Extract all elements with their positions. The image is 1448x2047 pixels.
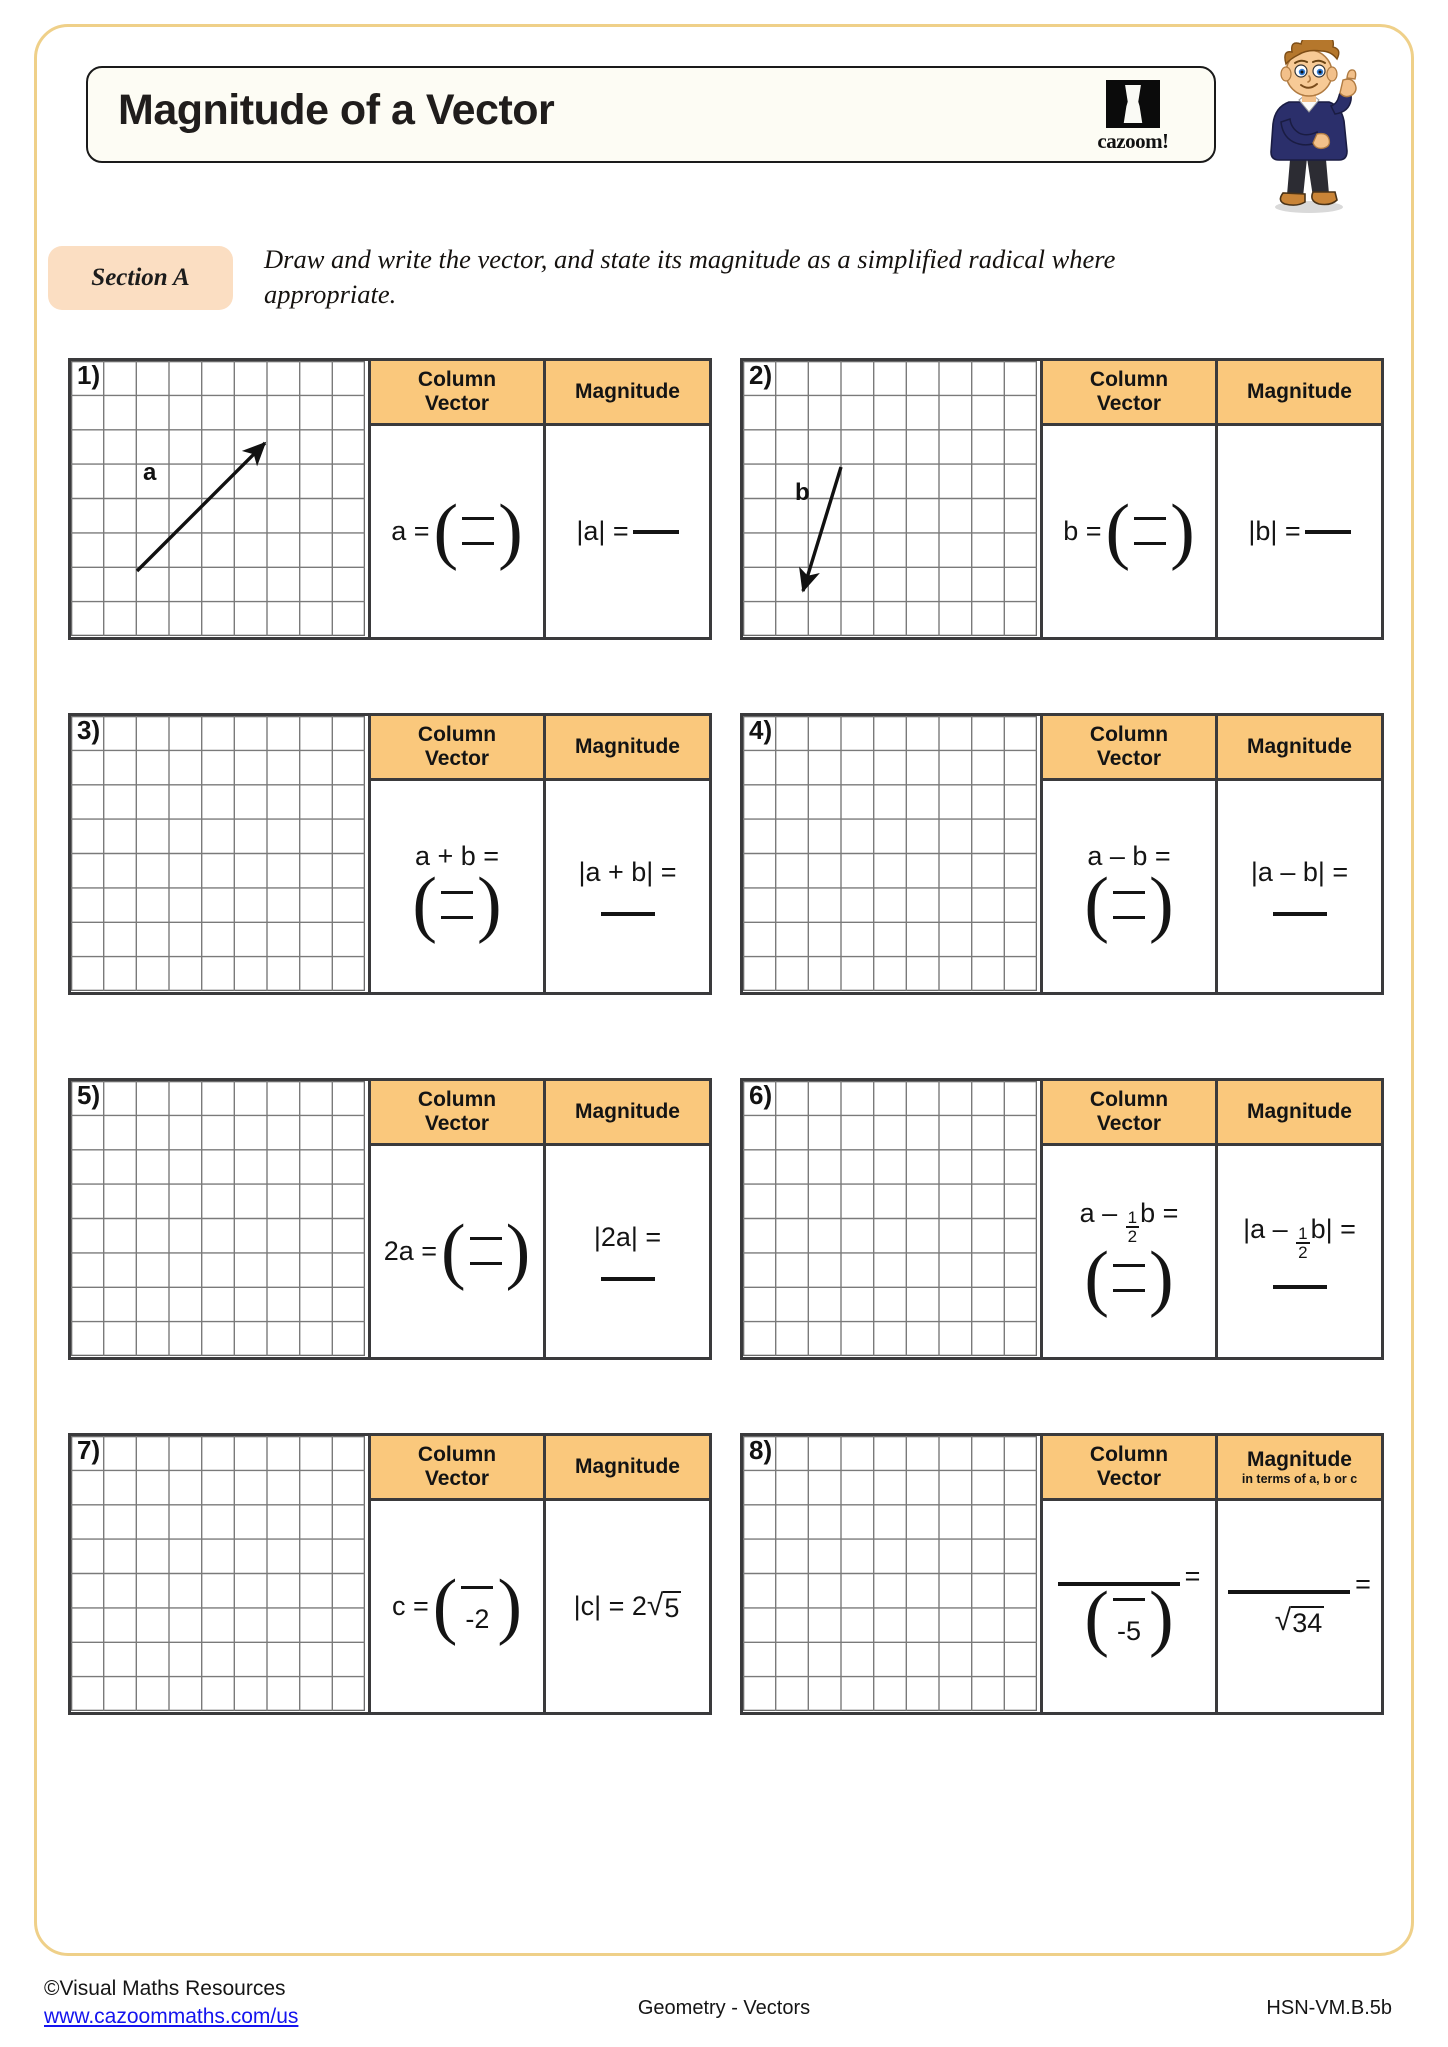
equals-sign: = <box>1184 1561 1201 1592</box>
vector-top-blank[interactable] <box>462 517 494 520</box>
column-vector-cell <box>1043 361 1218 637</box>
vector-grid <box>71 1436 365 1711</box>
column-vector-header-line2: Vector <box>424 1112 490 1135</box>
column-vector-cell <box>371 1081 546 1357</box>
column-vector-entries <box>1109 1264 1149 1292</box>
left-paren: ( <box>1084 1236 1109 1319</box>
vector-top-blank[interactable] <box>441 891 473 894</box>
column-vector-cell <box>371 716 546 992</box>
column-vector-expression: a – b = <box>1087 841 1171 872</box>
column-vector-answer-area[interactable] <box>1043 1146 1215 1357</box>
column-vector-header <box>371 1081 543 1146</box>
radical <box>1275 1606 1325 1637</box>
column-vector-bracket <box>441 1209 531 1292</box>
column-vector-entries <box>457 1586 497 1634</box>
cazoom-logo-mark-icon <box>1106 80 1160 128</box>
column-vector-expression: c = <box>391 1591 429 1621</box>
column-vector-cell <box>1043 1436 1218 1712</box>
grid-pane[interactable] <box>743 716 1043 992</box>
page-footer <box>0 1975 1448 2047</box>
magnitude-answer-area[interactable] <box>1218 1146 1381 1357</box>
column-vector-cell <box>1043 1081 1218 1357</box>
section-pill <box>48 246 233 310</box>
column-vector-entries <box>1109 1598 1149 1647</box>
magnitude-header <box>1218 1436 1381 1501</box>
magnitude-header-label: Magnitude <box>575 1455 680 1479</box>
vector-bottom-blank[interactable] <box>470 1262 502 1265</box>
question-number: 2) <box>749 360 773 390</box>
column-vector-header-line2: Vector <box>424 747 490 770</box>
question-number: 8) <box>749 1435 773 1465</box>
left-paren: ( <box>1105 489 1131 572</box>
magnitude-cell <box>1218 361 1381 637</box>
magnitude-header <box>546 361 709 426</box>
column-vector-header-line1: Column <box>1089 368 1169 392</box>
column-vector-answer-area[interactable] <box>371 426 543 637</box>
vector-top-blank[interactable] <box>1113 891 1145 894</box>
column-vector-header-line1: Column <box>1089 723 1169 747</box>
vector-top-blank[interactable] <box>461 1586 493 1589</box>
page-title: Magnitude of a Vector <box>118 86 555 134</box>
column-vector-expression: a + b = <box>414 841 500 872</box>
column-vector-cell <box>1043 716 1218 992</box>
grid-pane[interactable] <box>71 1436 371 1712</box>
radical-sign-icon: √ <box>646 1588 664 1622</box>
column-vector-header-line1: Column <box>417 723 497 747</box>
column-vector-entries <box>1109 891 1149 919</box>
column-vector-header-line1: Column <box>417 368 497 392</box>
column-vector-answer-area[interactable] <box>371 1501 543 1712</box>
column-vector-header <box>1043 361 1215 426</box>
right-paren: ) <box>505 1209 531 1292</box>
magnitude-expression: |a – $\frac{1}{2}$ b| = <box>1243 1213 1356 1262</box>
question-box-3 <box>68 713 712 995</box>
magnitude-answer-area[interactable] <box>1218 781 1381 992</box>
magnitude-header <box>1218 1081 1381 1146</box>
question-box-7 <box>68 1433 712 1715</box>
column-vector-header-line2: Vector <box>1096 1467 1162 1490</box>
magnitude-expression: |b| = <box>1248 516 1301 546</box>
vector-bottom-value: -2 <box>465 1603 490 1634</box>
vector-grid <box>743 361 1037 636</box>
column-vector-bracket <box>433 489 523 572</box>
radical-value: 34 <box>1292 1608 1323 1639</box>
magnitude-header <box>546 1436 709 1501</box>
magnitude-answer-area[interactable] <box>546 781 709 992</box>
magnitude-answer-area[interactable] <box>546 1501 709 1712</box>
column-vector-header-line1: Column <box>1089 1443 1169 1467</box>
magnitude-cell <box>1218 1436 1381 1712</box>
magnitude-expression: |a| = <box>576 516 629 546</box>
fraction-denominator: 2 <box>1298 1243 1308 1262</box>
column-vector-header <box>1043 1081 1215 1146</box>
magnitude-header <box>546 716 709 781</box>
column-vector-header <box>1043 1436 1215 1501</box>
magnitude-answer-blank[interactable] <box>1273 912 1327 916</box>
question-box-6 <box>740 1078 1384 1360</box>
column-vector-entries <box>458 517 498 545</box>
magnitude-answer-blank[interactable] <box>601 1277 655 1281</box>
right-paren: ) <box>498 489 523 572</box>
left-paren: ( <box>412 863 437 946</box>
fraction-numerator: 1 <box>1298 1223 1308 1243</box>
right-paren: ) <box>1149 1577 1174 1660</box>
question-box-2 <box>740 358 1384 640</box>
magnitude-expression-row <box>1228 1569 1371 1600</box>
vector-grid <box>71 716 365 991</box>
vector-grid <box>743 1081 1037 1356</box>
magnitude-header-label: Magnitude <box>1247 735 1352 759</box>
vector-bottom-blank[interactable] <box>1113 916 1145 919</box>
column-vector-expression: b = <box>1063 516 1102 546</box>
vector-bottom-blank[interactable] <box>441 916 473 919</box>
column-vector-bracket <box>1105 489 1195 572</box>
magnitude-header-label: Magnitude <box>1247 1100 1352 1124</box>
magnitude-cell <box>546 361 709 637</box>
magnitude-expression: |2a| = <box>593 1222 662 1252</box>
question-number: 7) <box>77 1435 101 1465</box>
column-vector-expression: 2a = <box>383 1236 437 1266</box>
question-box-8 <box>740 1433 1384 1715</box>
cazoom-logo <box>1074 80 1192 156</box>
right-paren: ) <box>1149 1236 1174 1319</box>
column-vector-header <box>371 716 543 781</box>
column-vector-answer-area[interactable] <box>371 781 543 992</box>
cazoom-logo-wordmark: cazoom! <box>1097 129 1169 153</box>
vector-bottom-value: -5 <box>1116 1616 1141 1647</box>
magnitude-radical-value <box>1275 1606 1325 1637</box>
fraction-numerator: 1 <box>1127 1208 1138 1228</box>
question-box-4 <box>740 713 1384 995</box>
right-paren: ) <box>497 1564 523 1647</box>
radical-sign-icon: √ <box>1274 1604 1292 1638</box>
magnitude-header-label: Magnitude <box>575 735 680 759</box>
column-vector-cell <box>371 361 546 637</box>
footer-standard-code: HSN-VM.B.5b <box>1266 1997 1392 2019</box>
left-paren: ( <box>433 489 459 572</box>
grid-pane[interactable] <box>71 1081 371 1357</box>
vector-label-a: a <box>143 459 157 486</box>
title-banner <box>86 66 1216 163</box>
magnitude-cell <box>546 1081 709 1357</box>
magnitude-header <box>546 1081 709 1146</box>
hourglass-icon <box>1122 85 1144 123</box>
vector-top-blank[interactable] <box>1113 1598 1145 1601</box>
magnitude-answer-blank[interactable] <box>1305 530 1351 534</box>
column-vector-entries <box>1130 517 1170 545</box>
column-vector-header-line2: Vector <box>1096 1112 1162 1135</box>
grid-pane[interactable] <box>71 716 371 992</box>
column-vector-bracket <box>432 1564 523 1647</box>
left-paren: ( <box>1084 863 1109 946</box>
column-vector-header-line2: Vector <box>1096 392 1162 415</box>
left-paren: ( <box>441 1209 466 1292</box>
magnitude-header <box>1218 716 1381 781</box>
radical <box>646 1588 682 1623</box>
vector-bottom-blank[interactable] <box>462 542 494 545</box>
fraction-denominator: 2 <box>1127 1227 1138 1247</box>
equals-sign: = <box>1355 1569 1371 1600</box>
column-vector-header-line1: Column <box>1089 1088 1169 1112</box>
column-vector-bracket <box>412 863 502 946</box>
footer-website-link[interactable]: www.cazoommaths.com/us <box>44 2005 299 2029</box>
left-paren: ( <box>432 1564 458 1647</box>
column-vector-header <box>371 361 543 426</box>
grid-pane[interactable] <box>743 1081 1043 1357</box>
section-label: Section A <box>91 264 190 291</box>
column-vector-header-line2: Vector <box>424 392 490 415</box>
vector-bottom-blank[interactable] <box>1134 542 1166 545</box>
magnitude-answer-area[interactable] <box>1218 426 1381 637</box>
column-vector-expression: a = <box>391 516 430 546</box>
vector-top-blank[interactable] <box>470 1237 502 1240</box>
column-vector-bracket <box>1084 863 1174 946</box>
right-paren: ) <box>1149 863 1174 946</box>
column-vector-answer-area[interactable] <box>1043 781 1215 992</box>
magnitude-cell <box>546 1436 709 1712</box>
grid-pane[interactable] <box>743 361 1043 637</box>
column-vector-bracket <box>1084 1236 1174 1319</box>
column-vector-header <box>371 1436 543 1501</box>
magnitude-expression-blank[interactable] <box>1228 1590 1350 1594</box>
right-paren: ) <box>1170 489 1195 572</box>
left-paren: ( <box>1084 1577 1109 1660</box>
column-vector-header-line1: Column <box>417 1443 497 1467</box>
magnitude-header-label: Magnitude <box>1247 380 1352 404</box>
magnitude-cell <box>1218 1081 1381 1357</box>
mascot-student-illustration <box>1247 40 1371 214</box>
vector-top-blank[interactable] <box>1113 1264 1145 1267</box>
magnitude-header-label: Magnitude <box>575 1100 680 1124</box>
magnitude-answer-area[interactable] <box>546 426 709 637</box>
column-vector-entries <box>437 891 477 919</box>
fraction-one-half <box>1296 1225 1309 1262</box>
column-vector-cell <box>371 1436 546 1712</box>
footer-copyright: ©Visual Maths Resources <box>44 1977 286 2000</box>
column-vector-header-line2: Vector <box>424 1467 490 1490</box>
magnitude-cell <box>546 716 709 992</box>
magnitude-header-label: Magnitude <box>1247 1447 1352 1471</box>
question-number: 4) <box>749 715 773 745</box>
column-vector-header-line2: Vector <box>1096 747 1162 770</box>
grid-pane[interactable] <box>743 1436 1043 1712</box>
question-number: 3) <box>77 715 101 745</box>
magnitude-answer-blank[interactable] <box>633 530 679 534</box>
vector-grid <box>71 1081 365 1356</box>
question-box-5 <box>68 1078 712 1360</box>
vector-bottom-blank[interactable] <box>1113 1289 1145 1292</box>
magnitude-answer-blank[interactable] <box>1273 1285 1327 1289</box>
magnitude-header <box>1218 361 1381 426</box>
column-vector-bracket <box>1084 1577 1174 1660</box>
question-number: 6) <box>749 1080 773 1110</box>
magnitude-answer-area[interactable] <box>546 1146 709 1357</box>
question-number: 5) <box>77 1080 101 1110</box>
magnitude-answer-blank[interactable] <box>601 912 655 916</box>
fraction-one-half <box>1126 1209 1139 1246</box>
magnitude-expression: |a + b| = <box>578 857 677 887</box>
column-vector-answer-area[interactable] <box>1043 426 1215 637</box>
question-number: 1) <box>77 360 101 390</box>
grid-pane[interactable] <box>71 361 371 637</box>
magnitude-expression: |a – b| = <box>1250 857 1349 887</box>
magnitude-expression: |c| = 2 <box>573 1591 647 1621</box>
magnitude-header-label: Magnitude <box>575 380 680 404</box>
vector-grid <box>71 361 365 636</box>
vector-grid <box>743 1436 1037 1711</box>
right-paren: ) <box>477 863 502 946</box>
vector-label-b: b <box>795 479 810 506</box>
radical-value: 5 <box>664 1592 680 1623</box>
magnitude-answer-area[interactable] <box>1218 1501 1381 1712</box>
column-vector-header-line1: Column <box>417 1088 497 1112</box>
column-vector-header <box>1043 716 1215 781</box>
column-vector-answer-area[interactable] <box>371 1146 543 1357</box>
vector-top-blank[interactable] <box>1134 517 1166 520</box>
column-vector-answer-area[interactable] <box>1043 1501 1215 1712</box>
column-vector-expression-row <box>1058 1561 1201 1592</box>
column-vector-expression: a – $\frac{1}{2}$ b = <box>1079 1198 1179 1247</box>
vector-grid <box>743 716 1037 991</box>
column-vector-entries <box>466 1237 506 1265</box>
question-box-1 <box>68 358 712 640</box>
section-instruction: Draw and write the vector, and state its magnitude as a simplified radical where appropriate. <box>264 244 1116 310</box>
magnitude-cell <box>1218 716 1381 992</box>
magnitude-header-subtitle: in terms of a, b or c <box>1241 1472 1358 1487</box>
footer-topic: Geometry - Vectors <box>637 1997 811 2019</box>
